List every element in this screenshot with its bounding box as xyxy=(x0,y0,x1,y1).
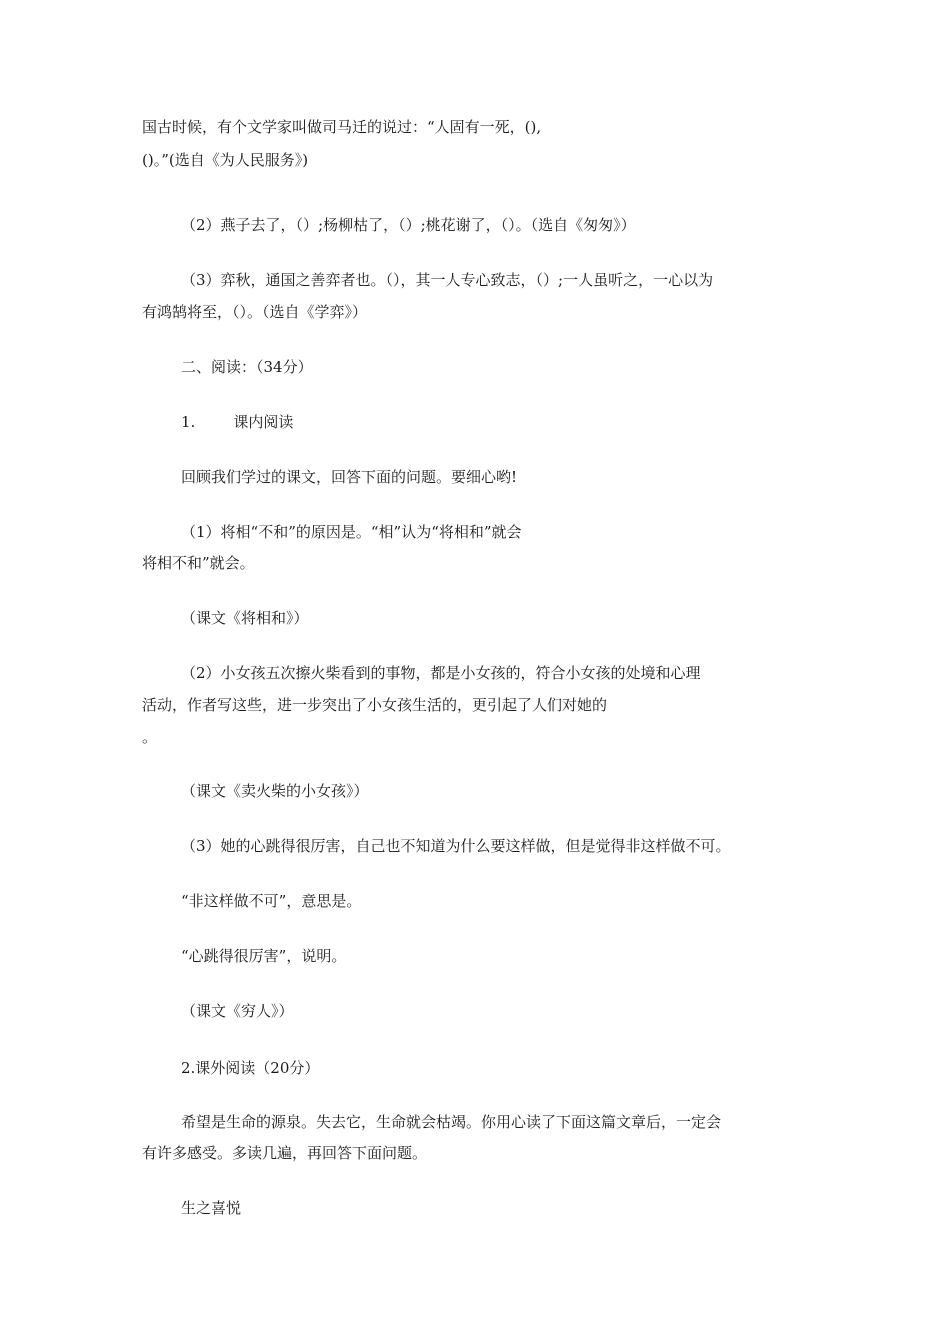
text-line: 将相不和”就会。 xyxy=(142,554,255,572)
subsection-title: 课内阅读 xyxy=(233,413,294,431)
subsection-heading: 2.课外阅读（20分） xyxy=(181,1059,320,1077)
question-2: （2）燕子去了，（）;杨柳枯了，（）;桃花谢了，（）。（选自《匆匆》） xyxy=(181,216,636,234)
sub-question: “非这样做不可”，意思是。 xyxy=(181,892,362,910)
list-number: 1. xyxy=(181,413,196,431)
article-title: 生之喜悦 xyxy=(181,1199,242,1217)
subsection-heading xyxy=(181,412,293,432)
text-line: 国古时候，有个文学家叫做司马迁的说过：“人固有一死，(), xyxy=(142,118,542,136)
text-line: 。 xyxy=(142,728,158,746)
instruction-line: 回顾我们学过的课文，回答下面的问题。要细心哟! xyxy=(181,468,518,486)
question-2-reading: （2）小女孩五次擦火柴看到的事物，都是小女孩的，符合小女孩的处境和心理 xyxy=(181,664,701,682)
question-1: （1）将相“不和”的原因是。“相”认为“将相和”就会 xyxy=(181,523,522,541)
sub-question: “心跳得很厉害”，说明。 xyxy=(181,947,347,965)
paragraph-line: 希望是生命的源泉。失去它，生命就会枯竭。你用心读了下面这篇文章后，一定会 xyxy=(181,1113,722,1131)
source-note: （课文《穷人》） xyxy=(181,1002,294,1020)
question-3-reading: （3）她的心跳得很厉害，自己也不知道为什么要这样做，但是觉得非这样做不可。 xyxy=(181,837,731,855)
paragraph-line: 有许多感受。多读几遍，再回答下面问题。 xyxy=(142,1144,428,1162)
section-heading: 二、阅读：（34分） xyxy=(181,358,313,376)
text-line: ()。”(选自《为人民服务》) xyxy=(142,151,309,169)
text-line: 活动，作者写这些，进一步突出了小女孩生活的，更引起了人们对她的 xyxy=(142,696,608,714)
text-line: 有鸿鹄将至，（）。（选自《学弈》） xyxy=(142,303,368,321)
source-note: （课文《卖火柴的小女孩》） xyxy=(181,782,369,800)
question-3: （3）弈秋，通国之善弈者也。（），其一人专心致志，（）;一人虽听之，一心以为 xyxy=(181,271,714,289)
source-note: （课文《将相和》） xyxy=(181,609,309,627)
